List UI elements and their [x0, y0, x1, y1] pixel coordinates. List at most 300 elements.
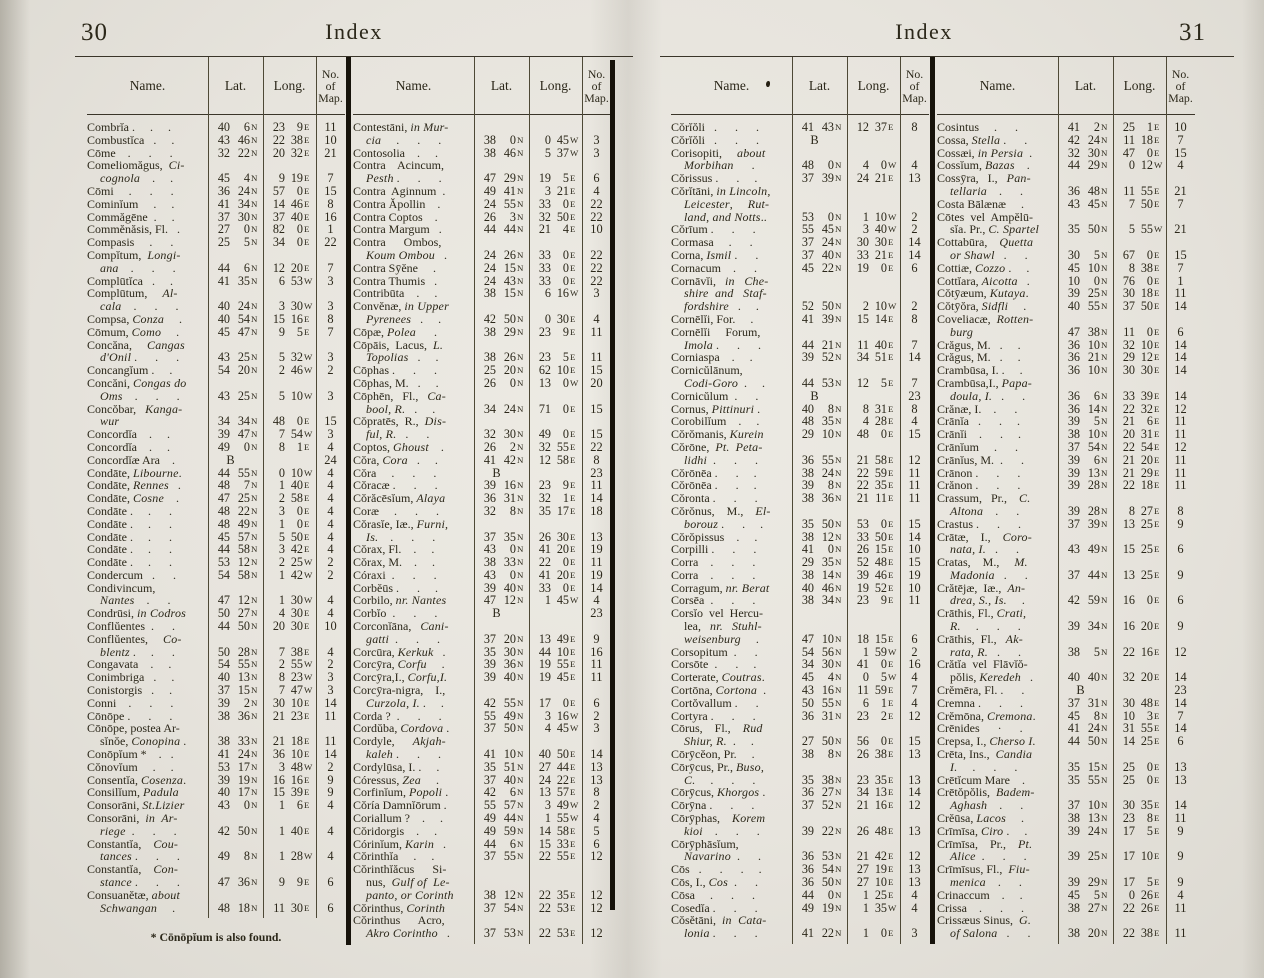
- lat-header: Lat.: [808, 77, 831, 93]
- entry-name-line: Corisopiti, about: [671, 145, 766, 160]
- vertical-rule: [316, 57, 317, 918]
- entry-name-line: kioi . . .: [684, 823, 760, 838]
- index-entry: [87, 441, 345, 454]
- latitude-cell: 42 55 N: [483, 695, 524, 710]
- longitude-cell: 62 10 E: [538, 363, 576, 378]
- entry-name-line: Oms . . .: [100, 388, 180, 403]
- map-number-cell: 16: [590, 644, 603, 659]
- entry-name-line: ana . . .: [100, 260, 176, 275]
- latitude-cell: 39 13 N: [1067, 465, 1108, 480]
- entry-name-line: Consilĭum, Padula: [87, 785, 179, 800]
- latitude-cell: 44 6 N: [217, 260, 258, 275]
- entry-name-line: stance . . .: [100, 875, 180, 890]
- map-number-cell: 6: [1177, 324, 1184, 339]
- entry-name: [87, 287, 208, 313]
- entry-name: [671, 326, 792, 352]
- latitude-cell: 32 30 N: [1067, 145, 1108, 160]
- entry-list: [671, 115, 929, 944]
- index-entry: [87, 863, 345, 889]
- latitude-cell: 54 56 N: [801, 644, 842, 659]
- map-number-cell: 11: [908, 593, 921, 608]
- entry-name: [937, 172, 1058, 198]
- index-entry: [353, 825, 611, 838]
- longitude-cell: 23 35 E: [856, 772, 894, 787]
- map-number-cell: 11: [1174, 811, 1187, 826]
- index-entry: [671, 390, 929, 403]
- map-number-cell: 12: [908, 849, 921, 864]
- map-number-cell: 3: [593, 132, 600, 147]
- longitude-cell: 44 10 E: [538, 644, 576, 659]
- latitude-cell: 44 44 N: [483, 222, 524, 237]
- latitude-cell: 41 24 N: [217, 747, 258, 762]
- entry-name: [353, 454, 474, 467]
- map-number-cell: 9: [1177, 516, 1184, 531]
- map-number-cell: 14: [1174, 695, 1187, 710]
- index-entry: [671, 684, 929, 697]
- map-number-cell: 4: [593, 811, 600, 826]
- entry-name-line: Conistorgis . .: [87, 683, 173, 698]
- entry-name-line: Corbĭo . . .: [353, 606, 438, 621]
- latitude-cell: 41 39 N: [801, 311, 842, 326]
- longitude-cell: 23 9 E: [538, 478, 576, 493]
- index-entry: [87, 339, 345, 365]
- longitude-cell: 23 2 E: [856, 708, 894, 723]
- entry-name-line: Costa Bālænæ .: [937, 196, 1025, 211]
- entry-name-line: Comeliomăgus, Ci-: [87, 158, 185, 173]
- entry-name-line: Cottĭara, Aicotta .: [937, 273, 1030, 288]
- entry-name-line: Conimbriga . .: [87, 670, 175, 685]
- footnote: * Cōnōpĭum is also found.: [150, 930, 282, 945]
- longitude-cell: 33 50 E: [856, 529, 894, 544]
- entry-name: [671, 492, 792, 505]
- longitude-cell: 26 30 E: [538, 529, 576, 544]
- longitude-cell: 4 0 W: [862, 158, 897, 173]
- entry-name: [937, 838, 1058, 864]
- latitude-cell: 47 12 N: [217, 593, 258, 608]
- latitude-cell: 39 22 N: [801, 823, 842, 838]
- index-entry: [937, 607, 1195, 633]
- index-entry: [671, 364, 929, 390]
- map-number-cell: 12: [1174, 439, 1187, 454]
- entry-name-line: Crambūsa, I. . .: [937, 363, 1023, 378]
- index-entry: [937, 262, 1195, 275]
- longitude-cell: 13 25 E: [1122, 516, 1160, 531]
- entry-name: [937, 313, 1058, 339]
- latitude-cell: 41 35 N: [217, 273, 258, 288]
- entry-name-line: Corfinĭum, Popoli .: [353, 785, 449, 800]
- index-entry: [87, 313, 345, 326]
- entry-name-line: burg: [950, 324, 974, 339]
- longitude-cell: 12 20 E: [272, 260, 310, 275]
- entry-name-line: Madonia . .: [950, 567, 1028, 582]
- entry-name-line: Corniaspa . .: [671, 350, 753, 365]
- latitude-cell: 38 24 N: [801, 465, 842, 480]
- entry-name-line: Commĕnăsis, Fl. .: [87, 222, 181, 237]
- map-number-cell: 13: [908, 862, 921, 877]
- latitude-cell: 26 3 N: [483, 209, 524, 224]
- entry-name: [937, 198, 1058, 211]
- longitude-cell: 34 0 E: [272, 235, 310, 250]
- entry-name: [87, 249, 208, 275]
- entry-name-line: Cŏsĕtāni, in Cata-: [671, 913, 767, 928]
- entry-name: [353, 185, 474, 198]
- entry-name: [937, 518, 1058, 531]
- entry-name-line: Corda ? . . .: [353, 708, 442, 723]
- latitude-cell: 32 8 N: [483, 503, 524, 518]
- index-entry: [353, 262, 611, 275]
- longitude-cell: 15 14 E: [856, 311, 894, 326]
- entry-name-line: Cŏrinthĭa . .: [353, 849, 435, 864]
- longitude-cell: 26 15 E: [856, 542, 894, 557]
- latitude-cell: [208, 454, 263, 467]
- entry-name-line: Cortŏvallum . .: [671, 695, 759, 710]
- entry-name: [671, 838, 792, 864]
- latitude-cell: 36 10 N: [1067, 363, 1108, 378]
- vertical-rule: [474, 57, 475, 944]
- map-number-cell: 4: [327, 644, 334, 659]
- entry-name-line: Alice . . .: [950, 849, 1027, 864]
- map-number-cell: 13: [908, 772, 921, 787]
- entry-name-line: Cosintus . .: [937, 120, 1019, 134]
- entry-name: [937, 684, 1058, 697]
- longitude-cell: 4 28 E: [862, 414, 894, 429]
- latitude-cell: 55 49 N: [483, 708, 524, 723]
- entry-name-line: Cŏrax, M. . .: [353, 555, 435, 570]
- map-number-cell: 6: [327, 900, 334, 915]
- map-number-cell: 4: [327, 542, 334, 557]
- entry-name: [353, 441, 474, 454]
- map-number-cell: 2: [911, 209, 918, 224]
- entry-name-line: Contra Sȳĕne .: [353, 260, 436, 275]
- entry-name: [353, 492, 474, 505]
- map-number-cell: 4: [911, 695, 918, 710]
- longitude-cell: 3 49 W: [544, 798, 579, 813]
- latitude-cell: 44 55 N: [217, 465, 258, 480]
- longitude-cell: 7 54 W: [278, 427, 313, 442]
- map-number-cell: 11: [1174, 926, 1187, 941]
- entry-name-line: Crepsa, I., Cherso I.: [937, 734, 1036, 749]
- entry-name-line: Complūtĭca . .: [87, 273, 173, 288]
- entry-name-line: Pyrenees . .: [366, 311, 442, 326]
- index-entry: [937, 198, 1195, 211]
- latitude-cell: 26 2 N: [483, 439, 524, 454]
- entry-name-line: Conōpĭum * . .: [87, 747, 174, 762]
- entry-name-line: Schwangan .: [100, 900, 176, 915]
- latitude-cell: 39 28 N: [1067, 503, 1108, 518]
- map-number-cell: 13: [1174, 772, 1187, 787]
- map-number-cell: 4: [327, 478, 334, 493]
- map-number-cell: 14: [590, 580, 603, 595]
- index-entry: [87, 505, 345, 518]
- longitude-cell: 56 0 E: [856, 734, 894, 749]
- index-entry: [87, 697, 345, 710]
- longitude-cell: 33 39 E: [1122, 388, 1160, 403]
- latitude-cell: 43 25 N: [217, 388, 258, 403]
- latitude-cell: 49 8 N: [217, 849, 258, 864]
- latitude-cell: 30 5 N: [1067, 247, 1108, 262]
- entry-name: [353, 300, 474, 326]
- entry-name-line: Córaxi . . .: [353, 567, 437, 582]
- latitude-cell: 47 38 N: [1067, 324, 1108, 339]
- latitude-cell: 40 46 N: [801, 580, 842, 595]
- index-entry: [671, 134, 929, 147]
- entry-name-line: Cŏrīum . . .: [671, 222, 756, 237]
- entry-name: [671, 812, 792, 838]
- latitude-cell: 42 59 N: [1067, 593, 1108, 608]
- entry-name-line: Cortōna, Cortona .: [671, 683, 767, 698]
- entry-name-line: Corpilli . . .: [671, 542, 757, 557]
- longitude-cell: 34 13 E: [856, 785, 894, 800]
- map-number-cell: 9: [1177, 619, 1184, 634]
- entry-name-line: lea, nr. Stuhl-: [684, 619, 762, 634]
- entry-name-line: Conflŭentes, Co-: [87, 631, 182, 646]
- entry-name-line: Cōnōpe . . .: [87, 708, 173, 723]
- map-number-cell: 9: [327, 772, 334, 787]
- map-number-cell: 6: [1177, 593, 1184, 608]
- map-number-cell: 10: [1174, 120, 1187, 134]
- longitude-cell: 1 10 W: [862, 209, 897, 224]
- entry-name: [937, 825, 1058, 838]
- map-number-cell: 23: [1174, 683, 1187, 698]
- index-entry: [353, 236, 611, 262]
- entry-name-line: Crīmīsus, Fl., Fiu-: [937, 862, 1030, 877]
- latitude-cell: 34 34 N: [217, 414, 258, 429]
- entry-name: [87, 582, 208, 608]
- index-entry: [353, 684, 611, 710]
- index-entry: [87, 684, 345, 697]
- map-number-cell: 16: [908, 657, 921, 672]
- entry-name: [353, 518, 474, 544]
- latitude-cell: 48 35 N: [801, 414, 842, 429]
- latitude-cell: 37 44 N: [1067, 567, 1108, 582]
- map-number-cell: 14: [590, 491, 603, 506]
- entry-name: [671, 121, 792, 134]
- entry-name-line: R. . . .: [950, 619, 1021, 634]
- latitude-cell: 38 13 N: [1067, 811, 1108, 826]
- entry-name: [671, 134, 792, 147]
- map-number-cell: 22: [590, 247, 603, 262]
- entry-name-line: Morbihan .: [684, 158, 755, 173]
- entry-name-line: Crānĭa . . .: [937, 414, 1020, 429]
- map-number-cell: 4: [327, 439, 334, 454]
- latitude-cell: 37 39 N: [1067, 516, 1108, 531]
- longitude-cell: 37 50 E: [1122, 299, 1160, 314]
- column-rules-box: [937, 57, 1195, 944]
- longitude-cell: 3 40 W: [862, 222, 897, 237]
- map-number-cell: 4: [327, 798, 334, 813]
- longitude-cell: 7 38 E: [278, 644, 310, 659]
- map-number-cell: 22: [590, 439, 603, 454]
- map-number-cell: 7: [1177, 196, 1184, 211]
- entry-name-line: Cornacum . .: [671, 260, 757, 275]
- entry-name-line: Cŏtȳæum, Kutaya.: [937, 286, 1029, 301]
- latitude-cell: 37 55 N: [483, 849, 524, 864]
- longitude-cell: 11 55 E: [1123, 183, 1160, 198]
- entry-name-line: Cōrȳcĕon, Pr. .: [671, 747, 755, 762]
- map-number-cell: 3: [327, 427, 334, 442]
- entry-name-line: Corcȳra, Corfu .: [353, 657, 445, 672]
- longitude-cell: 27 10 E: [856, 875, 894, 890]
- entry-name-line: Condāte, Cosne .: [87, 491, 179, 506]
- longitude-cell: 1 40 E: [278, 478, 310, 493]
- vertical-rule: [847, 57, 848, 944]
- map-number-cell: 10: [324, 619, 337, 634]
- entry-name-line: Altona . .: [950, 503, 1020, 518]
- map-number-cell: 3: [327, 683, 334, 698]
- entry-name-line: Cornicŭlum . .: [671, 388, 759, 403]
- index-entry: [87, 121, 345, 134]
- map-number-cell: 4: [327, 465, 334, 480]
- entry-name-line: Cottabūra, Quetta: [937, 235, 1034, 250]
- entry-name: [671, 364, 792, 390]
- index-entry: [353, 159, 611, 185]
- latitude-cell: 38 0 N: [483, 132, 524, 147]
- longitude-cell: 0 26 E: [1128, 887, 1160, 902]
- map-number-cell: 14: [1174, 721, 1187, 736]
- entry-list: [353, 115, 611, 944]
- index-entry: [937, 492, 1195, 518]
- index-entry: [671, 121, 929, 134]
- index-entry: [87, 761, 345, 774]
- latitude-cell: 43 45 N: [1067, 196, 1108, 211]
- index-entry: [671, 326, 929, 352]
- latitude-cell: 35 30 N: [483, 644, 524, 659]
- index-entry: [937, 697, 1195, 710]
- index-entry: [353, 377, 611, 390]
- entry-name-line: Cŏracæ . . .: [353, 478, 438, 493]
- entry-name: [671, 684, 792, 697]
- longitude-cell: 0 45 W: [544, 132, 579, 147]
- index-entry: [937, 863, 1195, 889]
- index-entry: [671, 313, 929, 326]
- longitude-cell: 33 0 E: [538, 196, 576, 211]
- latitude-cell: 39 8 N: [801, 478, 842, 493]
- map-number-cell: 15: [590, 401, 603, 416]
- latitude-cell: 39 19 N: [217, 772, 258, 787]
- latitude-cell: 29 35 N: [801, 555, 842, 570]
- map-number-cell: 4: [911, 158, 918, 173]
- longitude-cell: 21 18 E: [272, 734, 310, 749]
- map-number-cell: 2: [327, 759, 334, 774]
- entry-name: [937, 492, 1058, 518]
- index-entry: [87, 889, 345, 915]
- page-number: 30: [81, 19, 108, 46]
- map-number-cell: 8: [593, 452, 600, 467]
- column-divider-rule: [930, 57, 935, 944]
- longitude-cell: 18 15 E: [856, 631, 894, 646]
- map-number-cell: 19: [590, 567, 603, 582]
- entry-name: [87, 492, 208, 505]
- index-entry: [937, 748, 1195, 774]
- entry-name-line: Corragum, nr. Berat: [671, 580, 770, 595]
- entry-name: [937, 607, 1058, 633]
- longitude-cell: 21 29 E: [1122, 465, 1160, 480]
- map-number-cell: 15: [324, 414, 337, 429]
- latitude-cell: 37 53 N: [483, 926, 524, 941]
- longitude-cell: 4 30 E: [278, 606, 310, 621]
- map-number-cell: 11: [908, 491, 921, 506]
- map-number-cell: 11: [590, 657, 603, 672]
- map-number-cell: 23: [590, 465, 603, 480]
- map-number-cell: 12: [590, 849, 603, 864]
- longitude-cell: 52 48 E: [856, 555, 894, 570]
- latitude-cell: 38 27 N: [1067, 900, 1108, 915]
- b-value: B: [810, 388, 819, 403]
- map-number-cell: 7: [327, 324, 334, 339]
- entry-name-line: Concordĭa . .: [87, 427, 170, 442]
- latitude-cell: 43 49 N: [1067, 542, 1108, 557]
- entry-name-line: Imola . . .: [684, 337, 761, 352]
- longitude-cell: 12 5 E: [856, 375, 894, 390]
- latitude-cell: 48 22 N: [217, 503, 258, 518]
- entry-name-line: Consuanĕtæ, about: [87, 887, 181, 902]
- index-entry: [671, 556, 929, 569]
- longitude-cell: 33 0 E: [538, 260, 576, 275]
- latitude-cell: 24 15 N: [483, 260, 524, 275]
- latitude-cell: 54 20 N: [217, 363, 258, 378]
- entry-name-line: Contra Acincum,: [353, 158, 444, 173]
- entry-name-line: Corbĕūs . . .: [353, 580, 438, 595]
- entry-name-line: Compĭtum, Longi-: [87, 247, 181, 262]
- latitude-cell: 39 6 N: [1067, 452, 1108, 467]
- longitude-cell: 21 23 E: [272, 708, 310, 723]
- entry-name-line: Cŏrōnēa . . .: [671, 465, 757, 480]
- map-number-cell: 8: [1177, 503, 1184, 518]
- longitude-cell: 41 20 E: [538, 542, 576, 557]
- map-number-cell: 4: [911, 414, 918, 429]
- map-number-cell: 22: [324, 235, 337, 250]
- map-number-cell: 23: [908, 388, 921, 403]
- entry-name: [937, 211, 1058, 237]
- entry-name-line: Consorāni, in Ar-: [87, 811, 178, 826]
- column-divider-rule: [346, 57, 351, 945]
- longitude-cell: 23 9 E: [538, 324, 576, 339]
- longitude-cell: 26 48 E: [856, 823, 894, 838]
- latitude-cell: 43 16 N: [801, 683, 842, 698]
- latitude-cell: 37 10 N: [1067, 798, 1108, 813]
- map-number-cell: 7: [1177, 260, 1184, 275]
- latitude-cell: 44 53 N: [801, 375, 842, 390]
- map-number-cell: 20: [590, 375, 603, 390]
- map-number-cell: 13: [908, 823, 921, 838]
- map-number-cell: 4: [911, 887, 918, 902]
- entry-name: [87, 339, 208, 365]
- b-value: B: [1076, 683, 1085, 698]
- entry-name-line: Corsēa . . .: [671, 593, 756, 608]
- latitude-cell: 39 40 N: [483, 670, 524, 685]
- map-number-cell: 12: [908, 708, 921, 723]
- index-entry: [937, 441, 1195, 454]
- longitude-cell: 8 38 E: [1128, 260, 1160, 275]
- latitude-cell: 24 55 N: [483, 196, 524, 211]
- entry-name-line: lonia . . .: [684, 926, 758, 941]
- latitude-cell: 54 58 N: [217, 567, 258, 582]
- map-number-cell: 9: [1177, 567, 1184, 582]
- latitude-cell: 40 40 N: [1067, 670, 1108, 685]
- vertical-rule: [792, 57, 793, 944]
- latitude-cell: 53 0 N: [801, 209, 842, 224]
- latitude-cell: 39 16 N: [483, 478, 524, 493]
- entry-name-line: Cōs . . . .: [671, 862, 762, 877]
- map-number-cell: 11: [1174, 900, 1187, 915]
- entry-name: [87, 159, 208, 185]
- entry-name-line: Corsĭo vel Hercu-: [671, 606, 763, 621]
- entry-name-line: shire and Staf-: [684, 286, 767, 301]
- entry-name: [353, 505, 474, 518]
- latitude-cell: 26 0 N: [483, 375, 524, 390]
- entry-name-line: Cŏronta . . .: [671, 491, 758, 506]
- entry-name-line: Crăgus, M. . .: [937, 337, 1021, 352]
